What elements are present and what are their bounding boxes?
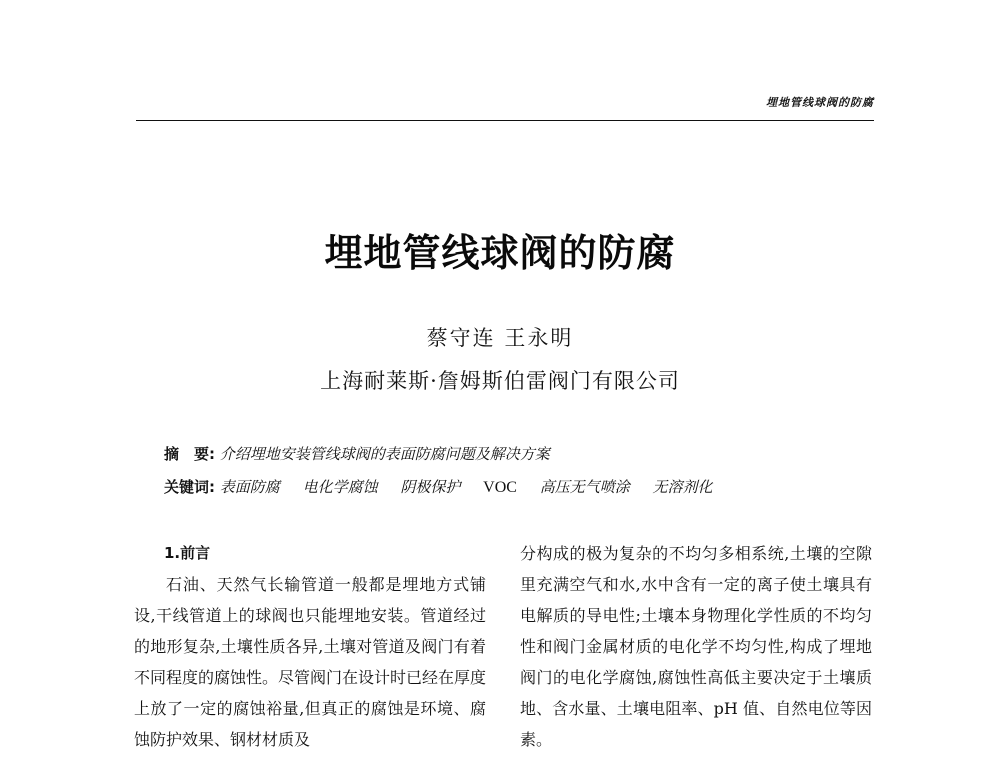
header-rule	[136, 120, 874, 121]
keyword-item: 阴极保护	[400, 478, 461, 496]
abstract-label: 摘 要:	[164, 445, 215, 463]
keyword-item: 无溶剂化	[652, 478, 713, 496]
paper-title: 埋地管线球阀的防腐	[324, 230, 676, 275]
keyword-item: 表面防腐	[219, 478, 280, 496]
keywords-label: 关键词:	[164, 478, 215, 496]
abstract	[164, 443, 550, 464]
keyword-item: VOC	[483, 479, 517, 496]
running-head: 埋地管线球阀的防腐	[766, 96, 874, 109]
authors: 蔡守连 王永明	[426, 326, 574, 350]
abstract-text: 介绍埋地安装管线球阀的表面防腐问题及解决方案	[219, 445, 550, 463]
keywords	[164, 476, 731, 497]
body-column-right	[520, 538, 872, 755]
keyword-item: 高压无气喷涂	[539, 478, 630, 496]
body-paragraph: 分构成的极为复杂的不均匀多相系统,土壤的空隙里充满空气和水,水中含有一定的离子使土壤具有电解质的导电性;土壤本身物理化学性质的不均匀性和阀门金属材质的电化学不均匀性,构成了埋地阀门的电化学腐蚀,腐蚀性高低主要决定于土壤质地、含水量、土壤电阻率、pH 值、自然电位等因素。	[520, 544, 872, 749]
body-column-left	[134, 538, 486, 755]
keyword-item: 电化学腐蚀	[302, 478, 378, 496]
section-heading: 1.前言	[164, 544, 211, 562]
body-paragraph: 石油、天然气长输管道一般都是埋地方式铺设,干线管道上的球阀也只能埋地安装。管道经过的地形复杂,土壤性质各异,土壤对管道及阀门有着不同程度的腐蚀性。尽管阀门在设计时已经在厚度上放了一定的腐蚀裕量,但真正的腐蚀是环境、腐蚀防护效果、钢材材质及	[134, 575, 487, 749]
affiliation: 上海耐莱斯·詹姆斯伯雷阀门有限公司	[320, 369, 680, 393]
